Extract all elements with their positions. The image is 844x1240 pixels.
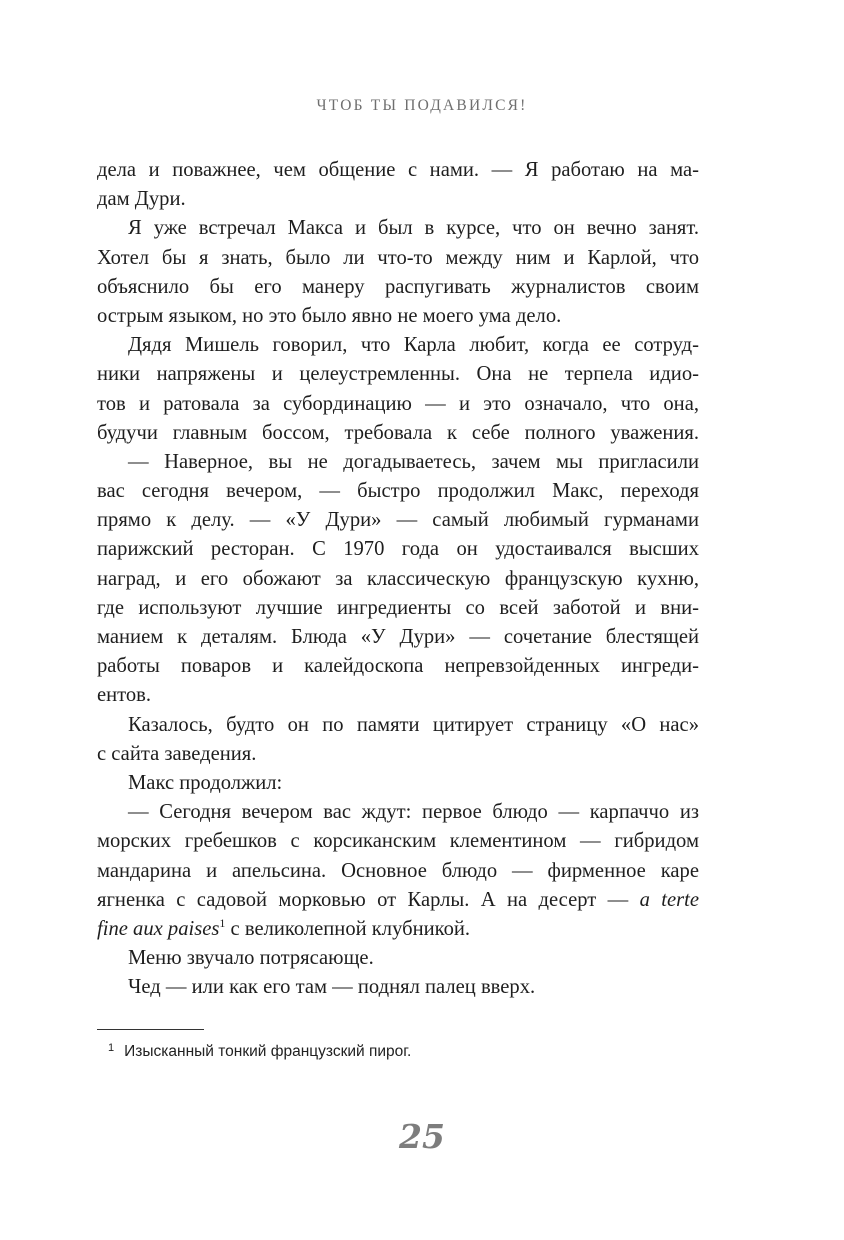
text-line: острым языком, но это было явно не моего ума дело. [97, 304, 562, 327]
text-line: объяснило бы его манеру распугивать журналистов своим [97, 275, 699, 298]
text-line: работы поваров и калейдоскопа непревзойденных ингреди- [97, 655, 699, 678]
text-line: вас сегодня вечером, — быстро продолжил Макс, переходя [97, 480, 699, 503]
text-line: прямо к делу. — «У Дури» — самый любимый гурманами [97, 509, 699, 532]
footnote-reference[interactable]: 1 [219, 915, 226, 930]
text-line: где используют лучшие ингредиенты со всей заботой и вни- [97, 596, 699, 619]
text-line: парижский ресторан. С 1970 года он удостаивался высших [97, 538, 699, 561]
text-line: Я уже встречал Макса и был в курсе, что он вечно занят. [128, 217, 699, 240]
page-number: 25 [399, 1117, 445, 1156]
text-line: манием к деталям. Блюда «У Дури» — сочетание блестящей [97, 626, 699, 648]
text-line: Макс продолжил: [128, 771, 283, 794]
footnote-text: Изысканный тонкий французский пирог. [124, 1043, 412, 1060]
text-line-with-footnote [97, 915, 699, 944]
text-segment: ягненка с садовой морковью от Карлы. А на десерт — [97, 888, 629, 911]
text-line: — Наверное, вы не догадываетесь, зачем мы пригласили [128, 450, 699, 473]
text-line: ентов. [97, 684, 152, 707]
text-line: Хотел бы я знать, было ли что-то между ним и Карлой, что [97, 246, 699, 269]
text-line: Меню звучало потрясающе. [128, 947, 374, 970]
text-line: — Сегодня вечером вас ждут: первое блюдо — карпаччо из [128, 801, 699, 824]
footnote [108, 1041, 411, 1063]
footnote-separator [97, 1029, 204, 1030]
text-line: наград, и его обожают за классическую французскую кухню, [97, 567, 699, 590]
text-line: Чед — или как его там — поднял палец вверх. [128, 976, 536, 999]
text-line-with-italic-end [97, 886, 699, 915]
text-line: дам Дури. [97, 188, 186, 211]
text-line: морских гребешков с корсиканским клементином — гибридом [97, 830, 699, 853]
text-line: мандарина и апельсина. Основное блюдо — фирменное каре [97, 859, 699, 882]
text-line: дела и поважнее, чем общение с нами. — Я работаю на ма- [97, 159, 699, 181]
running-head: ЧТОБ ТЫ ПОДАВИЛСЯ! [316, 97, 528, 114]
text-line: ники напряжены и целеустремленны. Она не терпела идио- [97, 363, 699, 386]
italic-phrase-start: a terte [639, 888, 699, 911]
body-text [97, 156, 699, 1002]
text-line: Казалось, будто он по памяти цитирует страницу «О нас» [128, 713, 699, 736]
text-line: будучи главным боссом, требовала к себе полного уважения. [97, 421, 699, 444]
text-line: тов и ратовала за субординацию — и это означало, что она, [97, 392, 699, 415]
footnote-mark: 1 [108, 1042, 115, 1054]
text-line: Дядя Мишель говорил, что Карла любит, когда ее сотруд- [128, 334, 699, 357]
italic-phrase: fine aux paises [97, 917, 220, 940]
text-segment: с великолепной клубникой. [225, 917, 471, 940]
text-line: с сайта заведения. [97, 742, 257, 765]
